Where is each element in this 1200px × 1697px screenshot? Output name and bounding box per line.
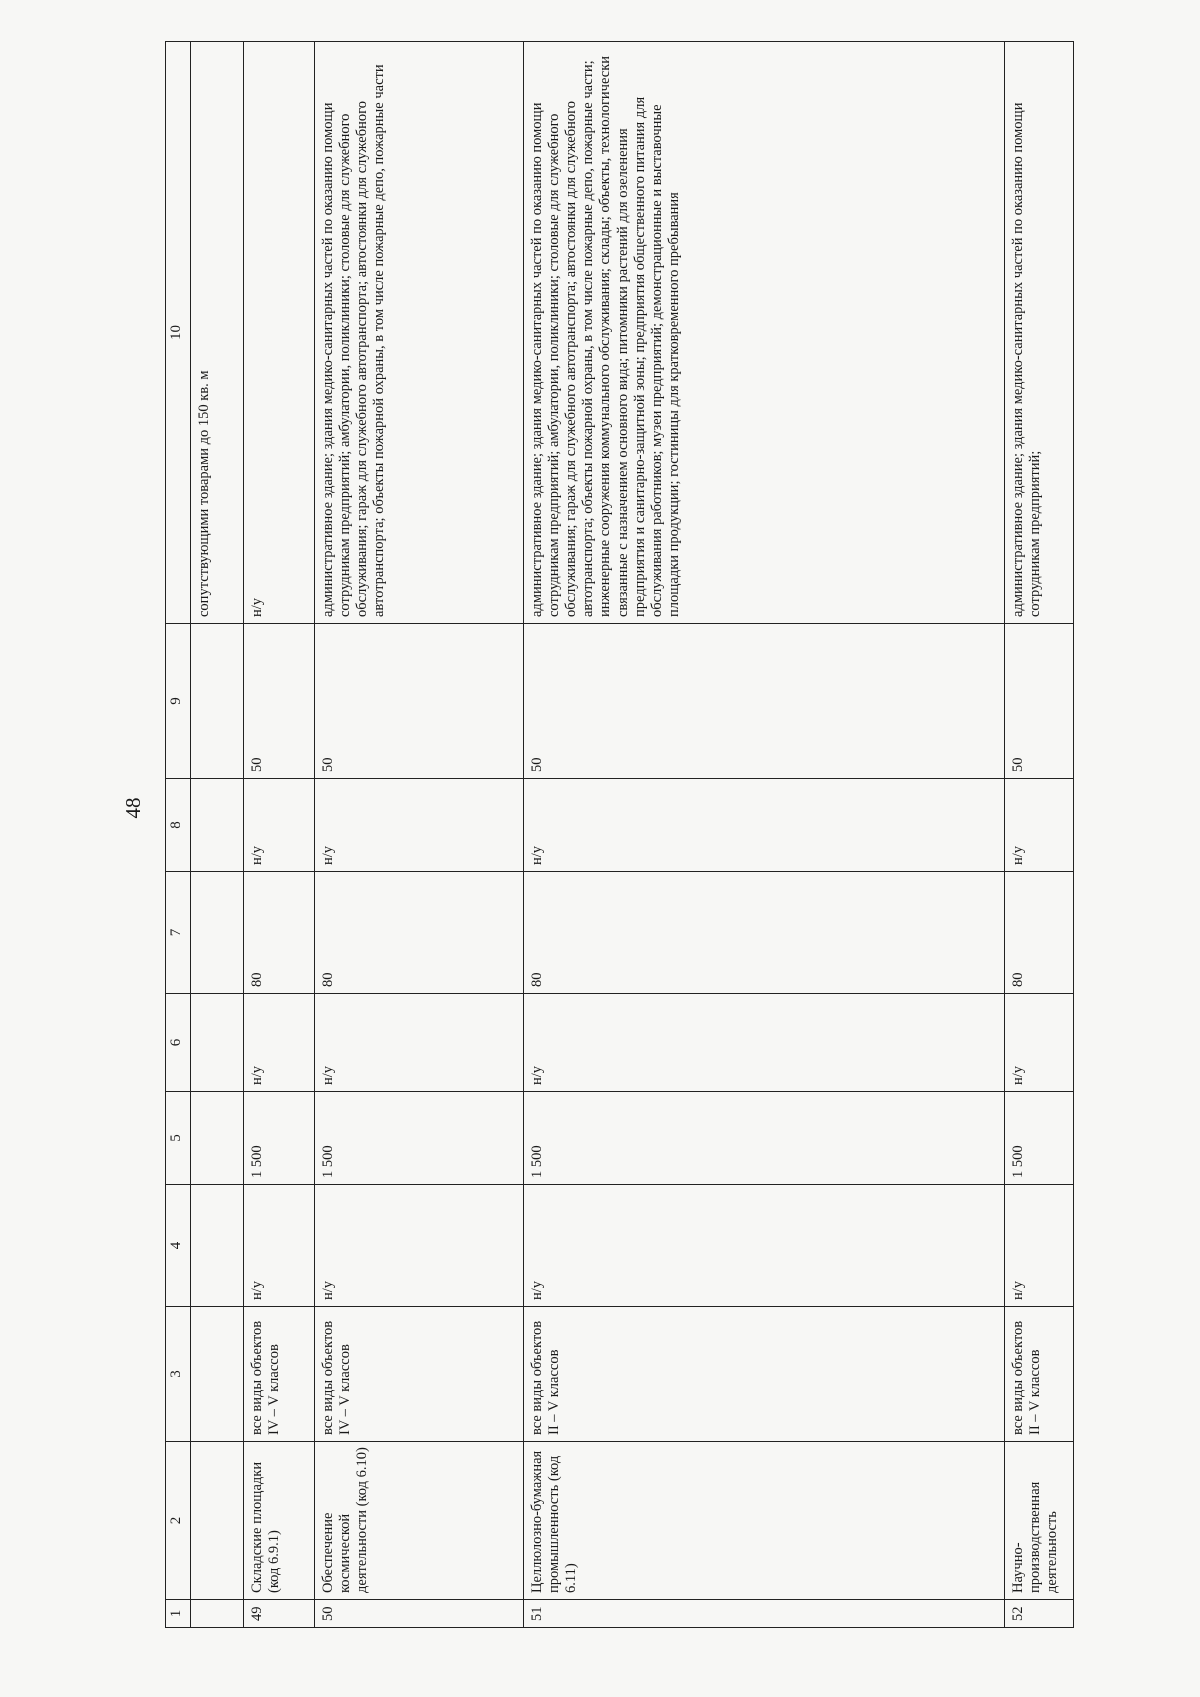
- column-header: 8: [166, 779, 191, 872]
- column-header: 10: [166, 42, 191, 624]
- table-row: [315, 42, 524, 1628]
- land-use-regulation-table: [165, 41, 1074, 1628]
- value-cell: 50: [524, 624, 1005, 779]
- column-header: 3: [166, 1307, 191, 1442]
- table-row: [524, 42, 1005, 1628]
- value-cell: 80: [244, 872, 315, 994]
- column-header: 2: [166, 1442, 191, 1600]
- value-cell: н/у: [1005, 994, 1074, 1092]
- auxiliary-uses-cell: административное здание; здания медико-санитарных частей по оказанию помощи сотрудникам предприятий;: [1005, 42, 1074, 624]
- object-class-cell: все виды объектов IV – V классов: [315, 1307, 524, 1442]
- column-header: 5: [166, 1092, 191, 1185]
- object-class-cell: все виды объектов II – V классов: [524, 1307, 1005, 1442]
- value-cell: н/у: [524, 779, 1005, 872]
- column-number-row: [166, 42, 191, 1628]
- value-cell: н/у: [244, 1185, 315, 1307]
- value-cell: н/у: [315, 1185, 524, 1307]
- value-cell: н/у: [244, 779, 315, 872]
- use-type-cell: Целлюлозно-бумажная промышленность (код 6.11): [524, 1442, 1005, 1600]
- continuation-row: [191, 42, 244, 1628]
- use-type-cell: Научно-производственная деятельность: [1005, 1442, 1074, 1600]
- column-header: 7: [166, 872, 191, 994]
- value-cell: н/у: [524, 994, 1005, 1092]
- value-cell: н/у: [244, 994, 315, 1092]
- auxiliary-uses-cell: административное здание; здания медико-санитарных частей по оказанию помощи сотрудникам предприятий; амбулатории, поликлиники; столовые для служебного обслуживания; гараж для служебного автотранспорта; автостоянки для служебного автотранспорта; объекты пожарной охраны, в том числе пожарные депо, пожарные части; инженерные сооружения коммунального обслуживания; склады; объекты, технологически связанные с назначением основного вида; питомники растений для озеленения предприятия и санитарно-защитной зоны; предприятия общественного питания для обслуживания работников; музеи предприятий; демонстрационные и выставочные площадки продукции; гостиницы для кратковременного пребывания: [524, 42, 1005, 624]
- auxiliary-uses-cell: сопутствующими товарами до 150 кв. м: [191, 42, 244, 624]
- rotated-table-container: [165, 42, 1085, 1628]
- object-class-cell: все виды объектов II – V классов: [1005, 1307, 1074, 1442]
- table-row: [244, 42, 315, 1628]
- column-header: 1: [166, 1600, 191, 1628]
- value-cell: 1 500: [244, 1092, 315, 1185]
- row-number: 52: [1005, 1600, 1074, 1628]
- use-type-cell: Обеспечение космической деятельности (код 6.10): [315, 1442, 524, 1600]
- value-cell: 1 500: [1005, 1092, 1074, 1185]
- row-number: 51: [524, 1600, 1005, 1628]
- column-header: 9: [166, 624, 191, 779]
- auxiliary-uses-cell: н/у: [244, 42, 315, 624]
- value-cell: 80: [315, 872, 524, 994]
- value-cell: 1 500: [524, 1092, 1005, 1185]
- value-cell: 50: [1005, 624, 1074, 779]
- value-cell: н/у: [315, 779, 524, 872]
- value-cell: н/у: [1005, 779, 1074, 872]
- value-cell: 50: [244, 624, 315, 779]
- value-cell: н/у: [524, 1185, 1005, 1307]
- value-cell: 1 500: [315, 1092, 524, 1185]
- row-number: 49: [244, 1600, 315, 1628]
- value-cell: 80: [524, 872, 1005, 994]
- page-number: 48: [121, 797, 145, 819]
- column-header: 4: [166, 1185, 191, 1307]
- use-type-cell: Складские площадки (код 6.9.1): [244, 1442, 315, 1600]
- object-class-cell: все виды объектов IV – V классов: [244, 1307, 315, 1442]
- table-row: [1005, 42, 1074, 1628]
- column-header: 6: [166, 994, 191, 1092]
- value-cell: 50: [315, 624, 524, 779]
- value-cell: н/у: [1005, 1185, 1074, 1307]
- value-cell: 80: [1005, 872, 1074, 994]
- value-cell: н/у: [315, 994, 524, 1092]
- auxiliary-uses-cell: административное здание; здания медико-санитарных частей по оказанию помощи сотрудникам предприятий; амбулатории, поликлиники; столовые для служебного обслуживания; гараж для служебного автотранспорта; автостоянки для служебного автотранспорта; объекты пожарной охраны, в том числе пожарные депо, пожарные части: [315, 42, 524, 624]
- row-number: 50: [315, 1600, 524, 1628]
